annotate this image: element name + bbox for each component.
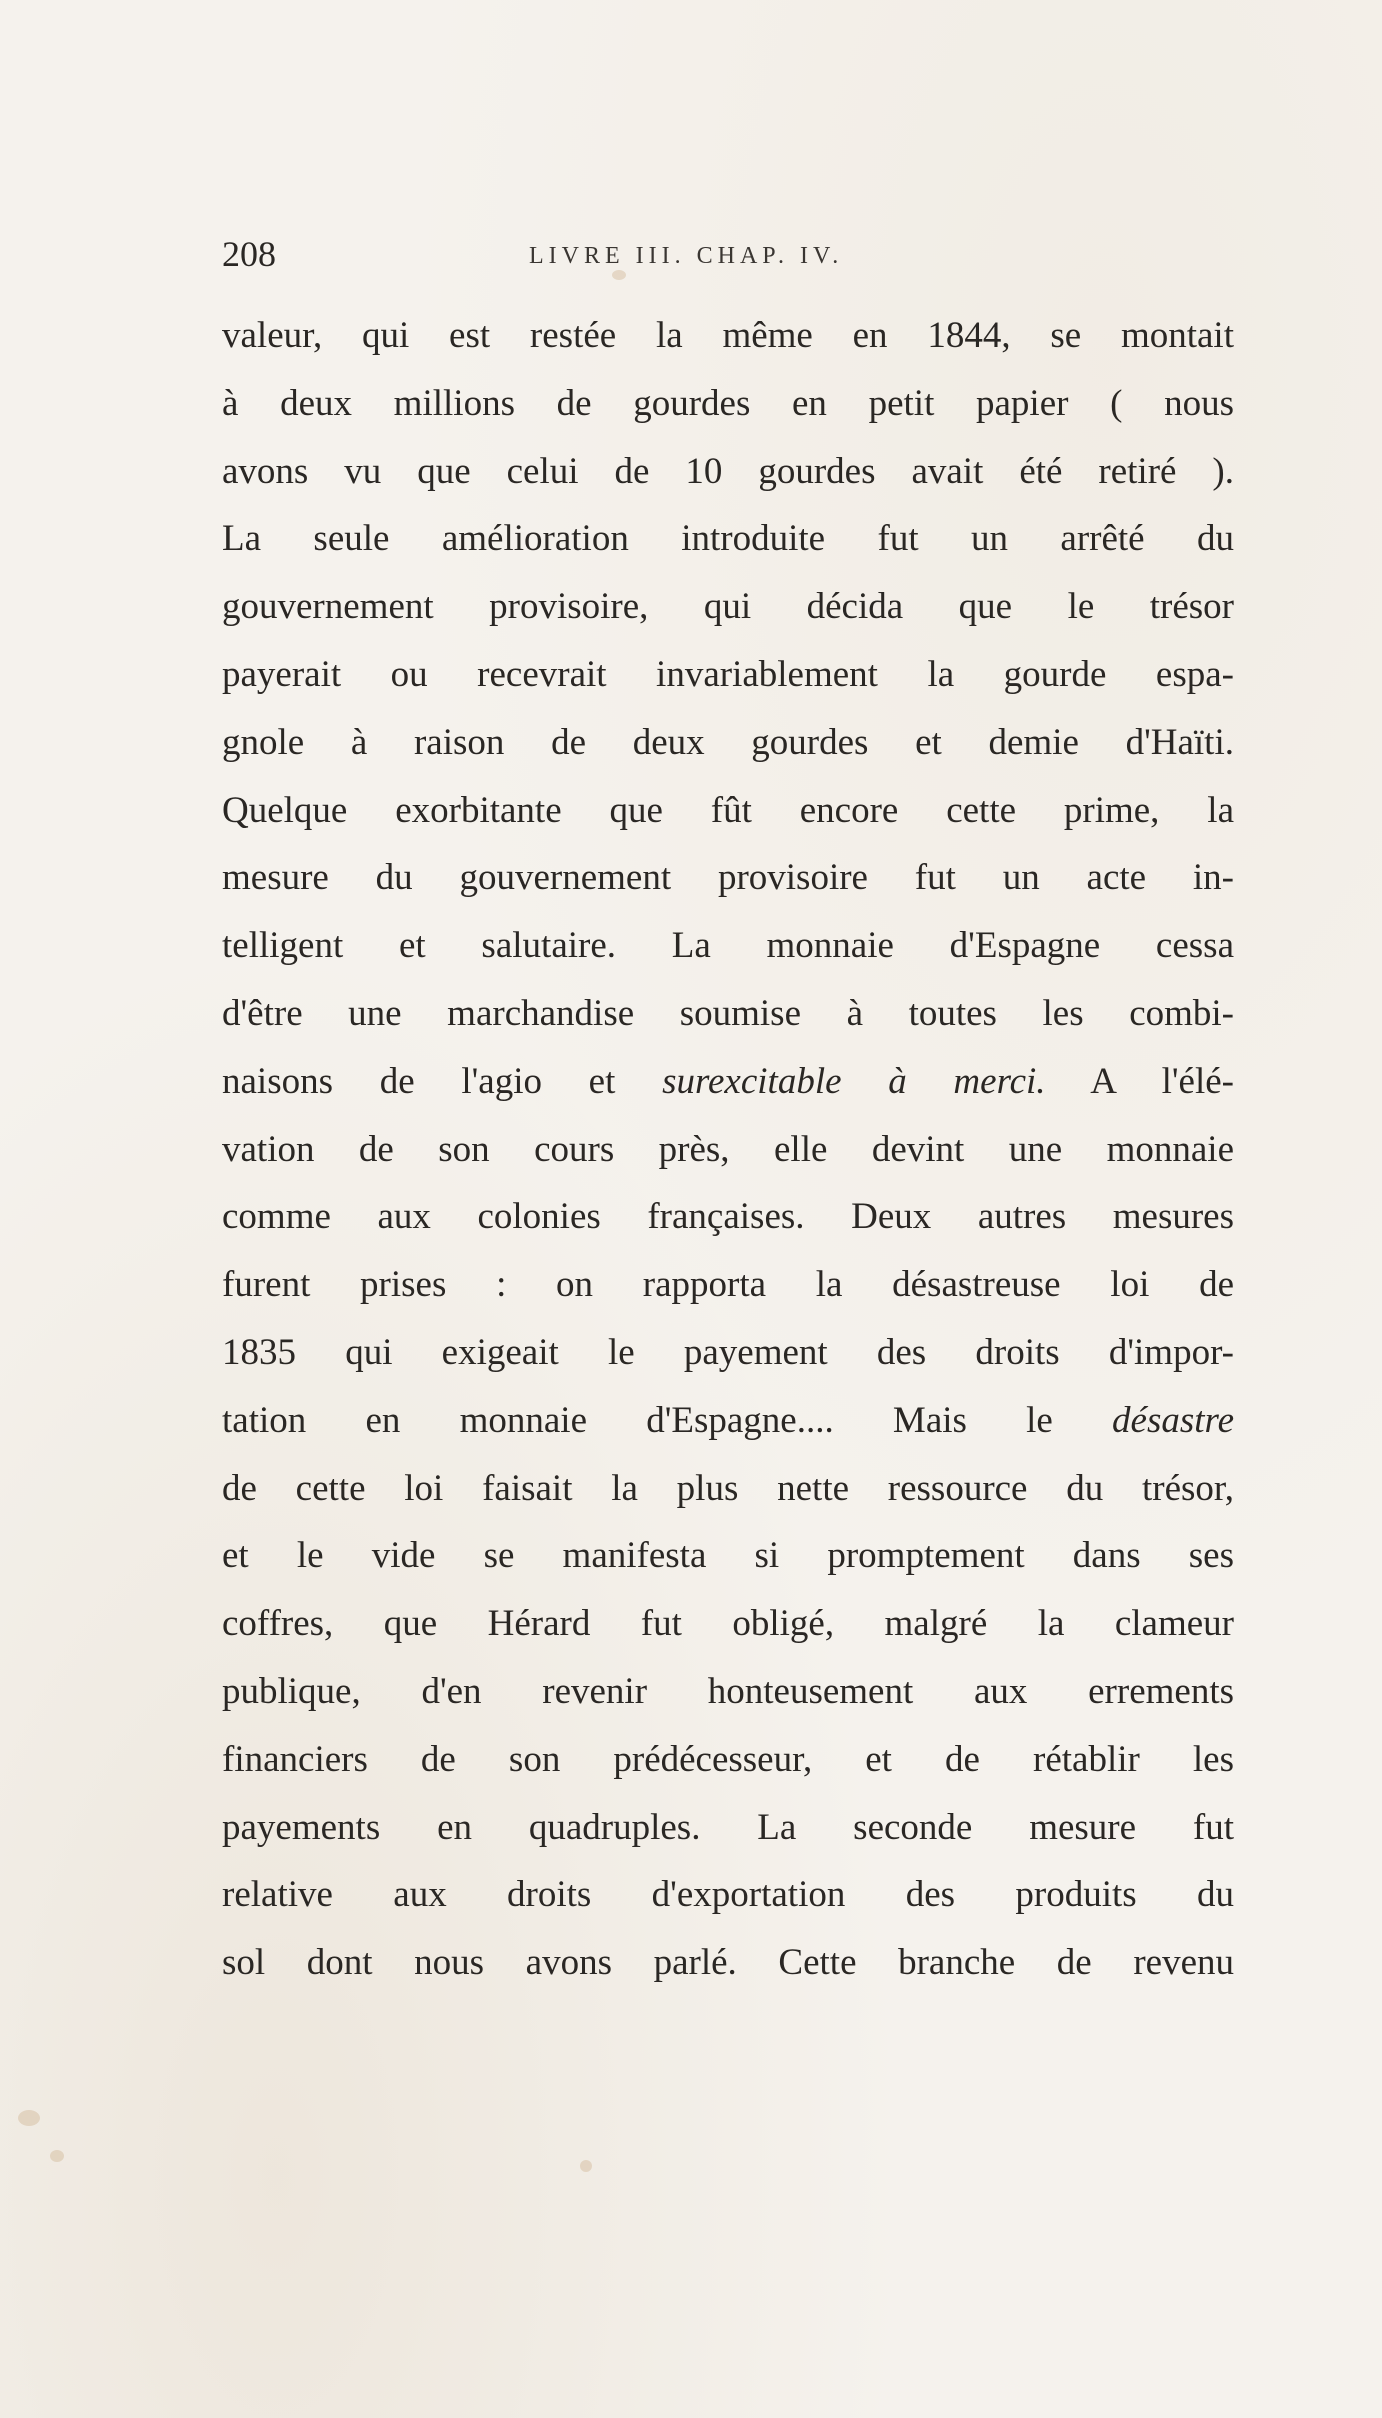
text-line: gouvernement provisoire, qui décida que le trésor: [222, 586, 1234, 628]
body-text: [222, 302, 1234, 1997]
text-line: La seule amélioration introduite fut un arrêté du: [222, 518, 1234, 560]
text-line: sol dont nous avons parlé. Cette branche de revenu: [222, 1942, 1234, 1984]
text-line: financiers de son prédécesseur, et de rétablir les: [222, 1738, 1234, 1780]
foxing-spot: [50, 2150, 64, 2162]
text-line: d'être une marchandise soumise à toutes les combi-: [222, 992, 1234, 1034]
text-line: mesure du gouvernement provisoire fut un acte in-: [222, 857, 1234, 899]
text-line: avons vu que celui de 10 gourdes avait été retiré ).: [222, 450, 1234, 492]
text-line: publique, d'en revenir honteusement aux errements: [222, 1670, 1234, 1712]
text-line: et le vide se manifesta si promptement dans ses: [222, 1535, 1234, 1577]
running-head: LIVRE III. CHAP. IV.: [529, 243, 844, 269]
text-line: payerait ou recevrait invariablement la gourde espa-: [222, 653, 1234, 695]
text-line: telligent et salutaire. La monnaie d'Espagne cessa: [222, 925, 1234, 967]
page-number: 208: [222, 234, 276, 274]
text-line: furent prises : on rapporta la désastreuse loi de: [222, 1264, 1234, 1306]
text-line: à deux millions de gourdes en petit papier ( nous: [222, 382, 1234, 424]
text-line: naisons de l'agio et surexcitable à merci. A l'élé-: [222, 1060, 1234, 1102]
text-line: relative aux droits d'exportation des produits du: [222, 1874, 1234, 1916]
text-line: comme aux colonies françaises. Deux autres mesures: [222, 1196, 1234, 1238]
page-header: [222, 232, 1234, 276]
text-line: payements en quadruples. La seconde mesure fut: [222, 1806, 1234, 1848]
text-line: de cette loi faisait la plus nette ressource du trésor,: [222, 1467, 1234, 1509]
text-line: 1835 qui exigeait le payement des droits d'impor-: [222, 1331, 1234, 1373]
foxing-spot: [18, 2110, 40, 2126]
foxing-spot: [580, 2160, 592, 2172]
text-line: valeur, qui est restée la même en 1844, se montait: [222, 315, 1234, 356]
text-line: Quelque exorbitante que fût encore cette prime, la: [222, 789, 1234, 831]
text-line: tation en monnaie d'Espagne.... Mais le désastre: [222, 1399, 1234, 1441]
text-line: coffres, que Hérard fut obligé, malgré la clameur: [222, 1603, 1234, 1645]
text-line: gnole à raison de deux gourdes et demie d'Haïti.: [222, 721, 1234, 763]
text-line: vation de son cours près, elle devint une monnaie: [222, 1128, 1234, 1170]
